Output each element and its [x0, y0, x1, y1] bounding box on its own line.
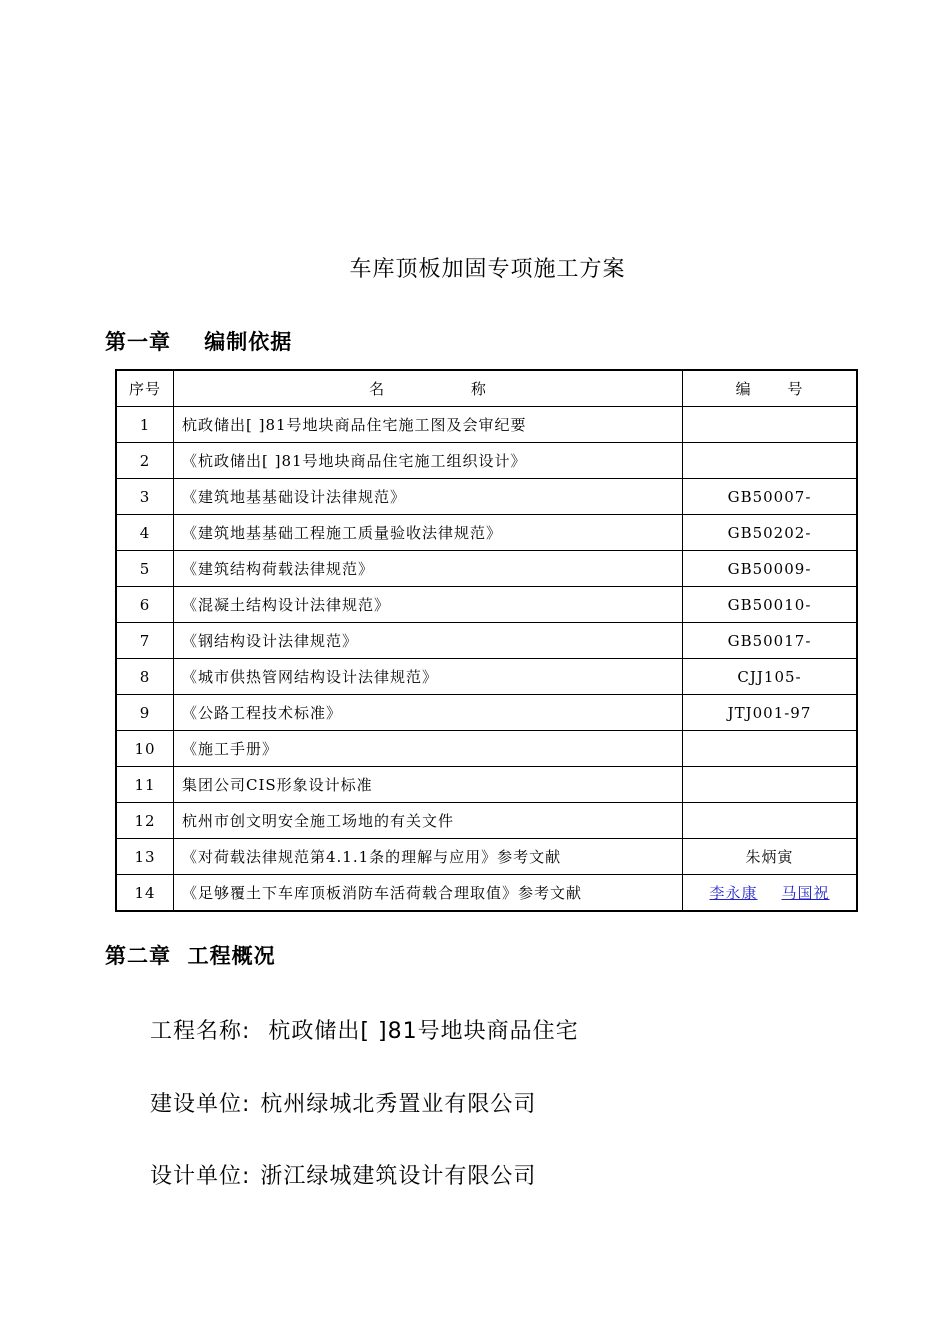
basis-table [115, 369, 858, 912]
row-code [683, 767, 858, 803]
document-title: 车库顶板加固专项施工方案 [349, 257, 626, 282]
row-no: 8 [116, 659, 174, 695]
row-code: GB50202- [683, 515, 858, 551]
row-code: 朱炳寅 [683, 839, 858, 875]
designer-value: 浙江绿城建筑设计有限公司 [260, 1164, 537, 1189]
table-row [116, 803, 857, 839]
row-no: 5 [116, 551, 174, 587]
table-row [116, 767, 857, 803]
table-row [116, 551, 857, 587]
row-name: 杭州市创文明安全施工场地的有关文件 [174, 803, 683, 839]
row-code: GB50010- [683, 587, 858, 623]
row-no: 6 [116, 587, 174, 623]
table-row [116, 695, 857, 731]
designer-line [150, 1159, 536, 1190]
row-code: JTJ001-97 [683, 695, 858, 731]
row-code [683, 407, 858, 443]
row-no: 14 [116, 875, 174, 912]
row-no: 9 [116, 695, 174, 731]
table-header-row [116, 370, 857, 407]
owner-label: 建设单位: [150, 1092, 251, 1117]
row-no: 11 [116, 767, 174, 803]
row-code [683, 731, 858, 767]
row-code: GB50009- [683, 551, 858, 587]
table-row [116, 443, 857, 479]
row-name: 集团公司CIS形象设计标准 [174, 767, 683, 803]
row-code [683, 803, 858, 839]
row-name: 《对荷载法律规范第4.1.1条的理解与应用》参考文献 [174, 839, 683, 875]
table-row [116, 659, 857, 695]
author-link-ma-guozhu[interactable]: 马国祝 [781, 884, 830, 902]
row-name: 《施工手册》 [174, 731, 683, 767]
row-name: 《公路工程技术标准》 [174, 695, 683, 731]
row-name: 《建筑地基基础设计法律规范》 [174, 479, 683, 515]
row-name: 《建筑结构荷载法律规范》 [174, 551, 683, 587]
table-row [116, 731, 857, 767]
row-name: 《建筑地基基础工程施工质量验收法律规范》 [174, 515, 683, 551]
row-no: 10 [116, 731, 174, 767]
project-name-line [150, 1014, 579, 1045]
row-name: 《足够覆土下车库顶板消防车活荷载合理取值》参考文献 [174, 875, 683, 912]
author-link-li-yongkang[interactable]: 李永康 [709, 884, 758, 902]
row-no: 4 [116, 515, 174, 551]
row-no: 13 [116, 839, 174, 875]
row-name: 《杭政储出[ ]81号地块商品住宅施工组织设计》 [174, 443, 683, 479]
row-code: CJJ105- [683, 659, 858, 695]
row-name: 《城市供热管网结构设计法律规范》 [174, 659, 683, 695]
row-name: 杭政储出[ ]81号地块商品住宅施工图及会审纪要 [174, 407, 683, 443]
row-code: GB50007- [683, 479, 858, 515]
row-code [683, 443, 858, 479]
row-name: 《钢结构设计法律规范》 [174, 623, 683, 659]
chapter2-heading: 第二章 工程概况 [105, 944, 276, 968]
table-row [116, 623, 857, 659]
table-row [116, 479, 857, 515]
header-no: 序号 [116, 370, 174, 407]
header-code: 编 号 [683, 370, 858, 407]
table-row [116, 407, 857, 443]
row-no: 2 [116, 443, 174, 479]
chapter1-heading: 第一章 编制依据 [105, 330, 293, 354]
row-name: 《混凝土结构设计法律规范》 [174, 587, 683, 623]
project-name-label: 工程名称: [150, 1019, 251, 1044]
header-name: 名 称 [174, 370, 683, 407]
owner-line [150, 1087, 536, 1118]
owner-value: 杭州绿城北秀置业有限公司 [260, 1092, 537, 1117]
project-name-value: 杭政储出[ ]81号地块商品住宅 [260, 1019, 579, 1044]
row-code: GB50017- [683, 623, 858, 659]
table-row [116, 515, 857, 551]
row-no: 1 [116, 407, 174, 443]
designer-label: 设计单位: [150, 1164, 251, 1189]
table-row [116, 839, 857, 875]
row-code-authors [683, 875, 858, 912]
row-no: 3 [116, 479, 174, 515]
row-no: 7 [116, 623, 174, 659]
table-row [116, 587, 857, 623]
row-no: 12 [116, 803, 174, 839]
table-row [116, 875, 857, 912]
